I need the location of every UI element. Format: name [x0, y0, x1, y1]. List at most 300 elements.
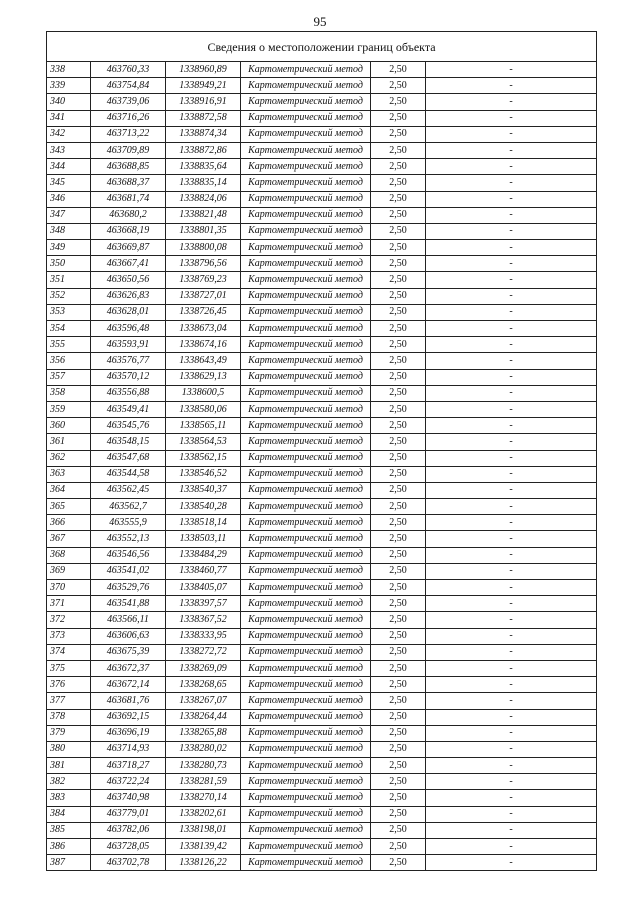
y-coordinate-cell: 1338872,86: [166, 142, 241, 158]
accuracy-cell: 2,50: [371, 531, 426, 547]
method-cell: Картометрический метод: [241, 353, 371, 369]
table-row: [47, 110, 597, 126]
table-row: [47, 418, 597, 434]
description-cell: -: [426, 78, 597, 94]
accuracy-cell: 2,50: [371, 175, 426, 191]
y-coordinate-cell: 1338139,42: [166, 839, 241, 855]
accuracy-cell: 2,50: [371, 321, 426, 337]
y-coordinate-cell: 1338126,22: [166, 855, 241, 871]
description-cell: -: [426, 337, 597, 353]
x-coordinate-cell: 463667,41: [91, 256, 166, 272]
point-number-cell: 339: [47, 78, 91, 94]
description-cell: -: [426, 110, 597, 126]
y-coordinate-cell: 1338960,89: [166, 62, 241, 78]
point-number-cell: 342: [47, 126, 91, 142]
method-cell: Картометрический метод: [241, 725, 371, 741]
accuracy-cell: 2,50: [371, 482, 426, 498]
description-cell: -: [426, 159, 597, 175]
table-row: [47, 401, 597, 417]
accuracy-cell: 2,50: [371, 839, 426, 855]
accuracy-cell: 2,50: [371, 207, 426, 223]
y-coordinate-cell: 1338281,59: [166, 774, 241, 790]
description-cell: -: [426, 418, 597, 434]
description-cell: -: [426, 531, 597, 547]
y-coordinate-cell: 1338546,52: [166, 466, 241, 482]
accuracy-cell: 2,50: [371, 288, 426, 304]
y-coordinate-cell: 1338272,72: [166, 644, 241, 660]
description-cell: -: [426, 450, 597, 466]
x-coordinate-cell: 463606,63: [91, 628, 166, 644]
table-row: [47, 790, 597, 806]
point-number-cell: 386: [47, 839, 91, 855]
method-cell: Картометрический метод: [241, 774, 371, 790]
point-number-cell: 377: [47, 693, 91, 709]
y-coordinate-cell: 1338824,06: [166, 191, 241, 207]
description-cell: -: [426, 499, 597, 515]
point-number-cell: 344: [47, 159, 91, 175]
accuracy-cell: 2,50: [371, 790, 426, 806]
description-cell: -: [426, 434, 597, 450]
x-coordinate-cell: 463566,11: [91, 612, 166, 628]
point-number-cell: 372: [47, 612, 91, 628]
table-row: [47, 256, 597, 272]
accuracy-cell: 2,50: [371, 369, 426, 385]
description-cell: -: [426, 855, 597, 871]
x-coordinate-cell: 463754,84: [91, 78, 166, 94]
method-cell: Картометрический метод: [241, 839, 371, 855]
method-cell: Картометрический метод: [241, 159, 371, 175]
x-coordinate-cell: 463556,88: [91, 385, 166, 401]
method-cell: Картометрический метод: [241, 78, 371, 94]
table-row: [47, 806, 597, 822]
table-row: [47, 272, 597, 288]
point-number-cell: 364: [47, 482, 91, 498]
description-cell: -: [426, 223, 597, 239]
accuracy-cell: 2,50: [371, 159, 426, 175]
description-cell: -: [426, 304, 597, 320]
table-title-row: [47, 32, 597, 62]
point-number-cell: 343: [47, 142, 91, 158]
table-title: Сведения о местоположении границ объекта: [47, 32, 597, 62]
accuracy-cell: 2,50: [371, 337, 426, 353]
y-coordinate-cell: 1338269,09: [166, 660, 241, 676]
table-row: [47, 855, 597, 871]
table-row: [47, 725, 597, 741]
description-cell: -: [426, 806, 597, 822]
table-row: [47, 822, 597, 838]
y-coordinate-cell: 1338564,53: [166, 434, 241, 450]
table-row: [47, 191, 597, 207]
point-number-cell: 368: [47, 547, 91, 563]
accuracy-cell: 2,50: [371, 223, 426, 239]
point-number-cell: 378: [47, 709, 91, 725]
accuracy-cell: 2,50: [371, 434, 426, 450]
table-row: [47, 288, 597, 304]
table-row: [47, 693, 597, 709]
accuracy-cell: 2,50: [371, 644, 426, 660]
method-cell: Картометрический метод: [241, 563, 371, 579]
x-coordinate-cell: 463541,02: [91, 563, 166, 579]
point-number-cell: 341: [47, 110, 91, 126]
table-row: [47, 612, 597, 628]
description-cell: -: [426, 62, 597, 78]
description-cell: -: [426, 175, 597, 191]
point-number-cell: 346: [47, 191, 91, 207]
table-row: [47, 337, 597, 353]
x-coordinate-cell: 463548,15: [91, 434, 166, 450]
accuracy-cell: 2,50: [371, 612, 426, 628]
point-number-cell: 363: [47, 466, 91, 482]
y-coordinate-cell: 1338270,14: [166, 790, 241, 806]
x-coordinate-cell: 463709,89: [91, 142, 166, 158]
point-number-cell: 381: [47, 758, 91, 774]
point-number-cell: 356: [47, 353, 91, 369]
y-coordinate-cell: 1338835,14: [166, 175, 241, 191]
description-cell: -: [426, 580, 597, 596]
method-cell: Картометрический метод: [241, 482, 371, 498]
x-coordinate-cell: 463675,39: [91, 644, 166, 660]
point-number-cell: 369: [47, 563, 91, 579]
table-row: [47, 240, 597, 256]
description-cell: -: [426, 191, 597, 207]
y-coordinate-cell: 1338916,91: [166, 94, 241, 110]
x-coordinate-cell: 463596,48: [91, 321, 166, 337]
table-row: [47, 709, 597, 725]
accuracy-cell: 2,50: [371, 142, 426, 158]
y-coordinate-cell: 1338800,08: [166, 240, 241, 256]
table-row: [47, 175, 597, 191]
description-cell: -: [426, 822, 597, 838]
point-number-cell: 387: [47, 855, 91, 871]
table-row: [47, 677, 597, 693]
method-cell: Картометрический метод: [241, 337, 371, 353]
boundary-coordinates-table: [46, 31, 597, 871]
table-row: [47, 596, 597, 612]
accuracy-cell: 2,50: [371, 62, 426, 78]
accuracy-cell: 2,50: [371, 741, 426, 757]
point-number-cell: 349: [47, 240, 91, 256]
method-cell: Картометрический метод: [241, 499, 371, 515]
accuracy-cell: 2,50: [371, 126, 426, 142]
x-coordinate-cell: 463713,22: [91, 126, 166, 142]
description-cell: -: [426, 466, 597, 482]
method-cell: Картометрический метод: [241, 677, 371, 693]
table-row: [47, 660, 597, 676]
accuracy-cell: 2,50: [371, 499, 426, 515]
method-cell: Картометрический метод: [241, 612, 371, 628]
point-number-cell: 362: [47, 450, 91, 466]
description-cell: -: [426, 385, 597, 401]
accuracy-cell: 2,50: [371, 709, 426, 725]
method-cell: Картометрический метод: [241, 855, 371, 871]
y-coordinate-cell: 1338367,52: [166, 612, 241, 628]
x-coordinate-cell: 463688,37: [91, 175, 166, 191]
description-cell: -: [426, 272, 597, 288]
method-cell: Картометрический метод: [241, 418, 371, 434]
y-coordinate-cell: 1338801,35: [166, 223, 241, 239]
description-cell: -: [426, 774, 597, 790]
description-cell: -: [426, 644, 597, 660]
accuracy-cell: 2,50: [371, 563, 426, 579]
y-coordinate-cell: 1338333,95: [166, 628, 241, 644]
x-coordinate-cell: 463716,26: [91, 110, 166, 126]
description-cell: -: [426, 741, 597, 757]
y-coordinate-cell: 1338874,34: [166, 126, 241, 142]
x-coordinate-cell: 463782,06: [91, 822, 166, 838]
accuracy-cell: 2,50: [371, 466, 426, 482]
x-coordinate-cell: 463669,87: [91, 240, 166, 256]
table-row: [47, 482, 597, 498]
table-row: [47, 774, 597, 790]
method-cell: Картометрический метод: [241, 450, 371, 466]
description-cell: -: [426, 547, 597, 563]
y-coordinate-cell: 1338202,61: [166, 806, 241, 822]
accuracy-cell: 2,50: [371, 385, 426, 401]
description-cell: -: [426, 256, 597, 272]
table-row: [47, 644, 597, 660]
y-coordinate-cell: 1338580,06: [166, 401, 241, 417]
method-cell: Картометрический метод: [241, 94, 371, 110]
description-cell: -: [426, 207, 597, 223]
method-cell: Картометрический метод: [241, 709, 371, 725]
x-coordinate-cell: 463672,14: [91, 677, 166, 693]
description-cell: -: [426, 612, 597, 628]
y-coordinate-cell: 1338872,58: [166, 110, 241, 126]
method-cell: Картометрический метод: [241, 288, 371, 304]
point-number-cell: 366: [47, 515, 91, 531]
description-cell: -: [426, 677, 597, 693]
x-coordinate-cell: 463688,85: [91, 159, 166, 175]
x-coordinate-cell: 463544,58: [91, 466, 166, 482]
table-row: [47, 126, 597, 142]
x-coordinate-cell: 463718,27: [91, 758, 166, 774]
x-coordinate-cell: 463593,91: [91, 337, 166, 353]
table-row: [47, 466, 597, 482]
method-cell: Картометрический метод: [241, 207, 371, 223]
x-coordinate-cell: 463549,41: [91, 401, 166, 417]
table-row: [47, 434, 597, 450]
y-coordinate-cell: 1338629,13: [166, 369, 241, 385]
y-coordinate-cell: 1338565,11: [166, 418, 241, 434]
method-cell: Картометрический метод: [241, 126, 371, 142]
description-cell: -: [426, 94, 597, 110]
x-coordinate-cell: 463692,15: [91, 709, 166, 725]
point-number-cell: 376: [47, 677, 91, 693]
x-coordinate-cell: 463696,19: [91, 725, 166, 741]
y-coordinate-cell: 1338726,45: [166, 304, 241, 320]
method-cell: Картометрический метод: [241, 369, 371, 385]
table-row: [47, 78, 597, 94]
point-number-cell: 358: [47, 385, 91, 401]
y-coordinate-cell: 1338769,23: [166, 272, 241, 288]
accuracy-cell: 2,50: [371, 515, 426, 531]
x-coordinate-cell: 463728,05: [91, 839, 166, 855]
point-number-cell: 345: [47, 175, 91, 191]
y-coordinate-cell: 1338267,07: [166, 693, 241, 709]
point-number-cell: 374: [47, 644, 91, 660]
table-row: [47, 499, 597, 515]
method-cell: Картометрический метод: [241, 790, 371, 806]
x-coordinate-cell: 463650,56: [91, 272, 166, 288]
accuracy-cell: 2,50: [371, 78, 426, 94]
method-cell: Картометрический метод: [241, 822, 371, 838]
x-coordinate-cell: 463760,33: [91, 62, 166, 78]
y-coordinate-cell: 1338540,28: [166, 499, 241, 515]
method-cell: Картометрический метод: [241, 758, 371, 774]
method-cell: Картометрический метод: [241, 434, 371, 450]
accuracy-cell: 2,50: [371, 758, 426, 774]
x-coordinate-cell: 463547,68: [91, 450, 166, 466]
method-cell: Картометрический метод: [241, 580, 371, 596]
description-cell: -: [426, 839, 597, 855]
point-number-cell: 348: [47, 223, 91, 239]
table-row: [47, 515, 597, 531]
accuracy-cell: 2,50: [371, 272, 426, 288]
point-number-cell: 355: [47, 337, 91, 353]
method-cell: Картометрический метод: [241, 547, 371, 563]
accuracy-cell: 2,50: [371, 596, 426, 612]
accuracy-cell: 2,50: [371, 855, 426, 871]
y-coordinate-cell: 1338265,88: [166, 725, 241, 741]
table-row: [47, 385, 597, 401]
table-row: [47, 531, 597, 547]
x-coordinate-cell: 463546,56: [91, 547, 166, 563]
description-cell: -: [426, 790, 597, 806]
description-cell: -: [426, 660, 597, 676]
y-coordinate-cell: 1338727,01: [166, 288, 241, 304]
description-cell: -: [426, 142, 597, 158]
accuracy-cell: 2,50: [371, 418, 426, 434]
table-row: [47, 369, 597, 385]
method-cell: Картометрический метод: [241, 660, 371, 676]
x-coordinate-cell: 463626,83: [91, 288, 166, 304]
x-coordinate-cell: 463562,7: [91, 499, 166, 515]
point-number-cell: 373: [47, 628, 91, 644]
x-coordinate-cell: 463668,19: [91, 223, 166, 239]
y-coordinate-cell: 1338280,02: [166, 741, 241, 757]
description-cell: -: [426, 240, 597, 256]
x-coordinate-cell: 463681,76: [91, 693, 166, 709]
accuracy-cell: 2,50: [371, 774, 426, 790]
y-coordinate-cell: 1338600,5: [166, 385, 241, 401]
accuracy-cell: 2,50: [371, 94, 426, 110]
x-coordinate-cell: 463672,37: [91, 660, 166, 676]
point-number-cell: 340: [47, 94, 91, 110]
accuracy-cell: 2,50: [371, 110, 426, 126]
x-coordinate-cell: 463628,01: [91, 304, 166, 320]
point-number-cell: 361: [47, 434, 91, 450]
table-row: [47, 547, 597, 563]
point-number-cell: 371: [47, 596, 91, 612]
method-cell: Картометрический метод: [241, 321, 371, 337]
description-cell: -: [426, 563, 597, 579]
method-cell: Картометрический метод: [241, 741, 371, 757]
point-number-cell: 365: [47, 499, 91, 515]
point-number-cell: 383: [47, 790, 91, 806]
point-number-cell: 379: [47, 725, 91, 741]
table-row: [47, 741, 597, 757]
description-cell: -: [426, 596, 597, 612]
point-number-cell: 351: [47, 272, 91, 288]
description-cell: -: [426, 369, 597, 385]
point-number-cell: 352: [47, 288, 91, 304]
accuracy-cell: 2,50: [371, 580, 426, 596]
table-row: [47, 321, 597, 337]
x-coordinate-cell: 463529,76: [91, 580, 166, 596]
x-coordinate-cell: 463541,88: [91, 596, 166, 612]
y-coordinate-cell: 1338562,15: [166, 450, 241, 466]
table-row: [47, 353, 597, 369]
method-cell: Картометрический метод: [241, 223, 371, 239]
method-cell: Картометрический метод: [241, 175, 371, 191]
method-cell: Картометрический метод: [241, 596, 371, 612]
x-coordinate-cell: 463545,76: [91, 418, 166, 434]
point-number-cell: 338: [47, 62, 91, 78]
y-coordinate-cell: 1338198,01: [166, 822, 241, 838]
y-coordinate-cell: 1338518,14: [166, 515, 241, 531]
accuracy-cell: 2,50: [371, 628, 426, 644]
point-number-cell: 384: [47, 806, 91, 822]
description-cell: -: [426, 353, 597, 369]
method-cell: Картометрический метод: [241, 256, 371, 272]
y-coordinate-cell: 1338397,57: [166, 596, 241, 612]
table-row: [47, 628, 597, 644]
accuracy-cell: 2,50: [371, 693, 426, 709]
method-cell: Картометрический метод: [241, 466, 371, 482]
accuracy-cell: 2,50: [371, 806, 426, 822]
x-coordinate-cell: 463576,77: [91, 353, 166, 369]
table-row: [47, 304, 597, 320]
point-number-cell: 357: [47, 369, 91, 385]
x-coordinate-cell: 463739,06: [91, 94, 166, 110]
y-coordinate-cell: 1338949,21: [166, 78, 241, 94]
y-coordinate-cell: 1338268,65: [166, 677, 241, 693]
method-cell: Картометрический метод: [241, 401, 371, 417]
description-cell: -: [426, 482, 597, 498]
point-number-cell: 347: [47, 207, 91, 223]
method-cell: Картометрический метод: [241, 628, 371, 644]
method-cell: Картометрический метод: [241, 62, 371, 78]
method-cell: Картометрический метод: [241, 304, 371, 320]
method-cell: Картометрический метод: [241, 110, 371, 126]
accuracy-cell: 2,50: [371, 401, 426, 417]
method-cell: Картометрический метод: [241, 142, 371, 158]
y-coordinate-cell: 1338503,11: [166, 531, 241, 547]
description-cell: -: [426, 693, 597, 709]
accuracy-cell: 2,50: [371, 547, 426, 563]
table-row: [47, 62, 597, 78]
y-coordinate-cell: 1338460,77: [166, 563, 241, 579]
point-number-cell: 354: [47, 321, 91, 337]
method-cell: Картометрический метод: [241, 644, 371, 660]
x-coordinate-cell: 463722,24: [91, 774, 166, 790]
accuracy-cell: 2,50: [371, 191, 426, 207]
y-coordinate-cell: 1338835,64: [166, 159, 241, 175]
table-row: [47, 580, 597, 596]
y-coordinate-cell: 1338796,56: [166, 256, 241, 272]
accuracy-cell: 2,50: [371, 725, 426, 741]
description-cell: -: [426, 725, 597, 741]
page-number: 95: [313, 14, 327, 29]
description-cell: -: [426, 401, 597, 417]
accuracy-cell: 2,50: [371, 822, 426, 838]
table-row: [47, 94, 597, 110]
y-coordinate-cell: 1338821,48: [166, 207, 241, 223]
accuracy-cell: 2,50: [371, 450, 426, 466]
x-coordinate-cell: 463702,78: [91, 855, 166, 871]
accuracy-cell: 2,50: [371, 304, 426, 320]
y-coordinate-cell: 1338540,37: [166, 482, 241, 498]
